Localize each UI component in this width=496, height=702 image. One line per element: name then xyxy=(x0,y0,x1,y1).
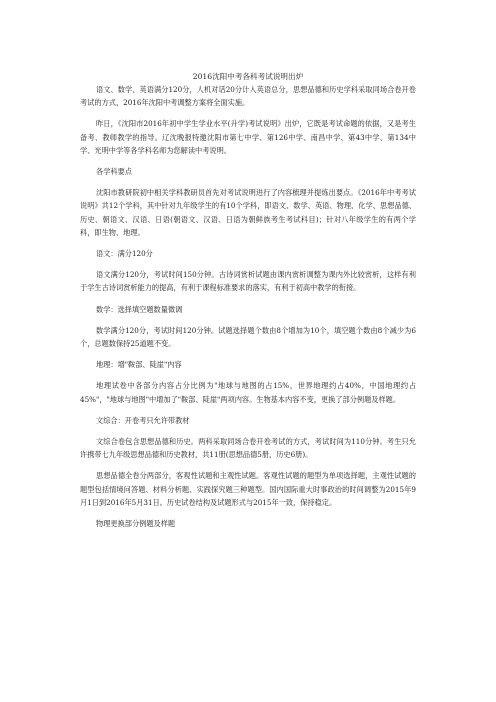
paragraph-ideology-history: 思想品德全卷分两部分，客观性试题和主观性试题。客观性试题的题型为单项选择题，主观性试题的题型包括情境问答题、材料分析题、实践探究题三种题型。国内国际重大时事政治的时间调整为2015年9月1日到2016年5月31日。历史试卷结构及试题形式与2015年一致，保持稳定。 xyxy=(80,471,416,507)
paragraph-geography: 地理试卷中各部分内容占分比例为"地球与地图的占15%，世界地理约占40%，中国地理约占45%"，"地球与地图"中增加了"鞍部、陡崖"两项内容。生物基本内容不变，更换了部分例题及样题。 xyxy=(80,381,416,404)
section-heading-key-points: 各学科要点 xyxy=(96,167,132,177)
section-heading-math: 数学：选择填空题数量微调 xyxy=(96,304,183,314)
paragraph-chinese: 语文满分120分，考试时间150分钟。古诗词赏析试题由课内赏析调整为课内外比较赏析，这样有利于学生古诗词赏析能力的提高，有利于课程标准要求的落实，有利于初高中教学的衔接。 xyxy=(80,270,416,293)
paragraph-release: 昨日，《沈阳市2016年初中学生学业水平(升学)考试说明》出炉，它既是考试命题的依据，又是考生备考、教师教学的指导。辽沈晚报特邀沈阳市第七中学、第126中学、南昌中学、第43中学、第134中学、光明中学等各学科名师为您解读中考说明。 xyxy=(80,119,416,155)
section-heading-geography: 地理：增"鞍部、陡崖"内容 xyxy=(96,360,182,370)
document-title: 2016沈阳中考各科考试说明出炉 xyxy=(192,72,304,81)
paragraph-intro: 语文、数学、英语满分120分，人机对话20分计入英语总分，思想品德和历史学科采取同场合卷开卷考试的方式，2016年沈阳中考调整方案将全面实施。 xyxy=(80,85,416,108)
section-heading-physics: 物理更换部分例题及样题 xyxy=(96,519,176,529)
section-heading-chinese: 语文：满分120分 xyxy=(96,249,153,259)
paragraph-liberal-arts: 文综合卷包含思想品德和历史。两科采取同场合卷开卷考试的方式，考试时间为110分钟。考生只允许携带七九年级思想品德和历史教材，共11册(思想品德5册，历史6册)。 xyxy=(80,437,416,460)
section-heading-liberal-arts: 文综合：开卷考只允许带教材 xyxy=(96,415,190,425)
document-page xyxy=(80,70,416,530)
paragraph-subjects: 沈阳市教研院初中相关学科教研员首先对考试说明进行了内容梳理并提炼出要点。《2016年中考考试说明》共12个学科，其中针对九年级学生的有10个学科，即语文、数学、英语、物理、化学、思想品德、历史、朝语文、汉语、日语(朝语文、汉语、日语为朝鲜族考生考试科目)；针对八年级学生的有两个学科，即生物、地理。 xyxy=(80,188,416,237)
paragraph-math: 数学满分120分，考试时间120分钟。试题选择题个数由8个增加为10个，填空题个数由8个减少为6个，总题数保持25道题不变。 xyxy=(80,325,416,349)
